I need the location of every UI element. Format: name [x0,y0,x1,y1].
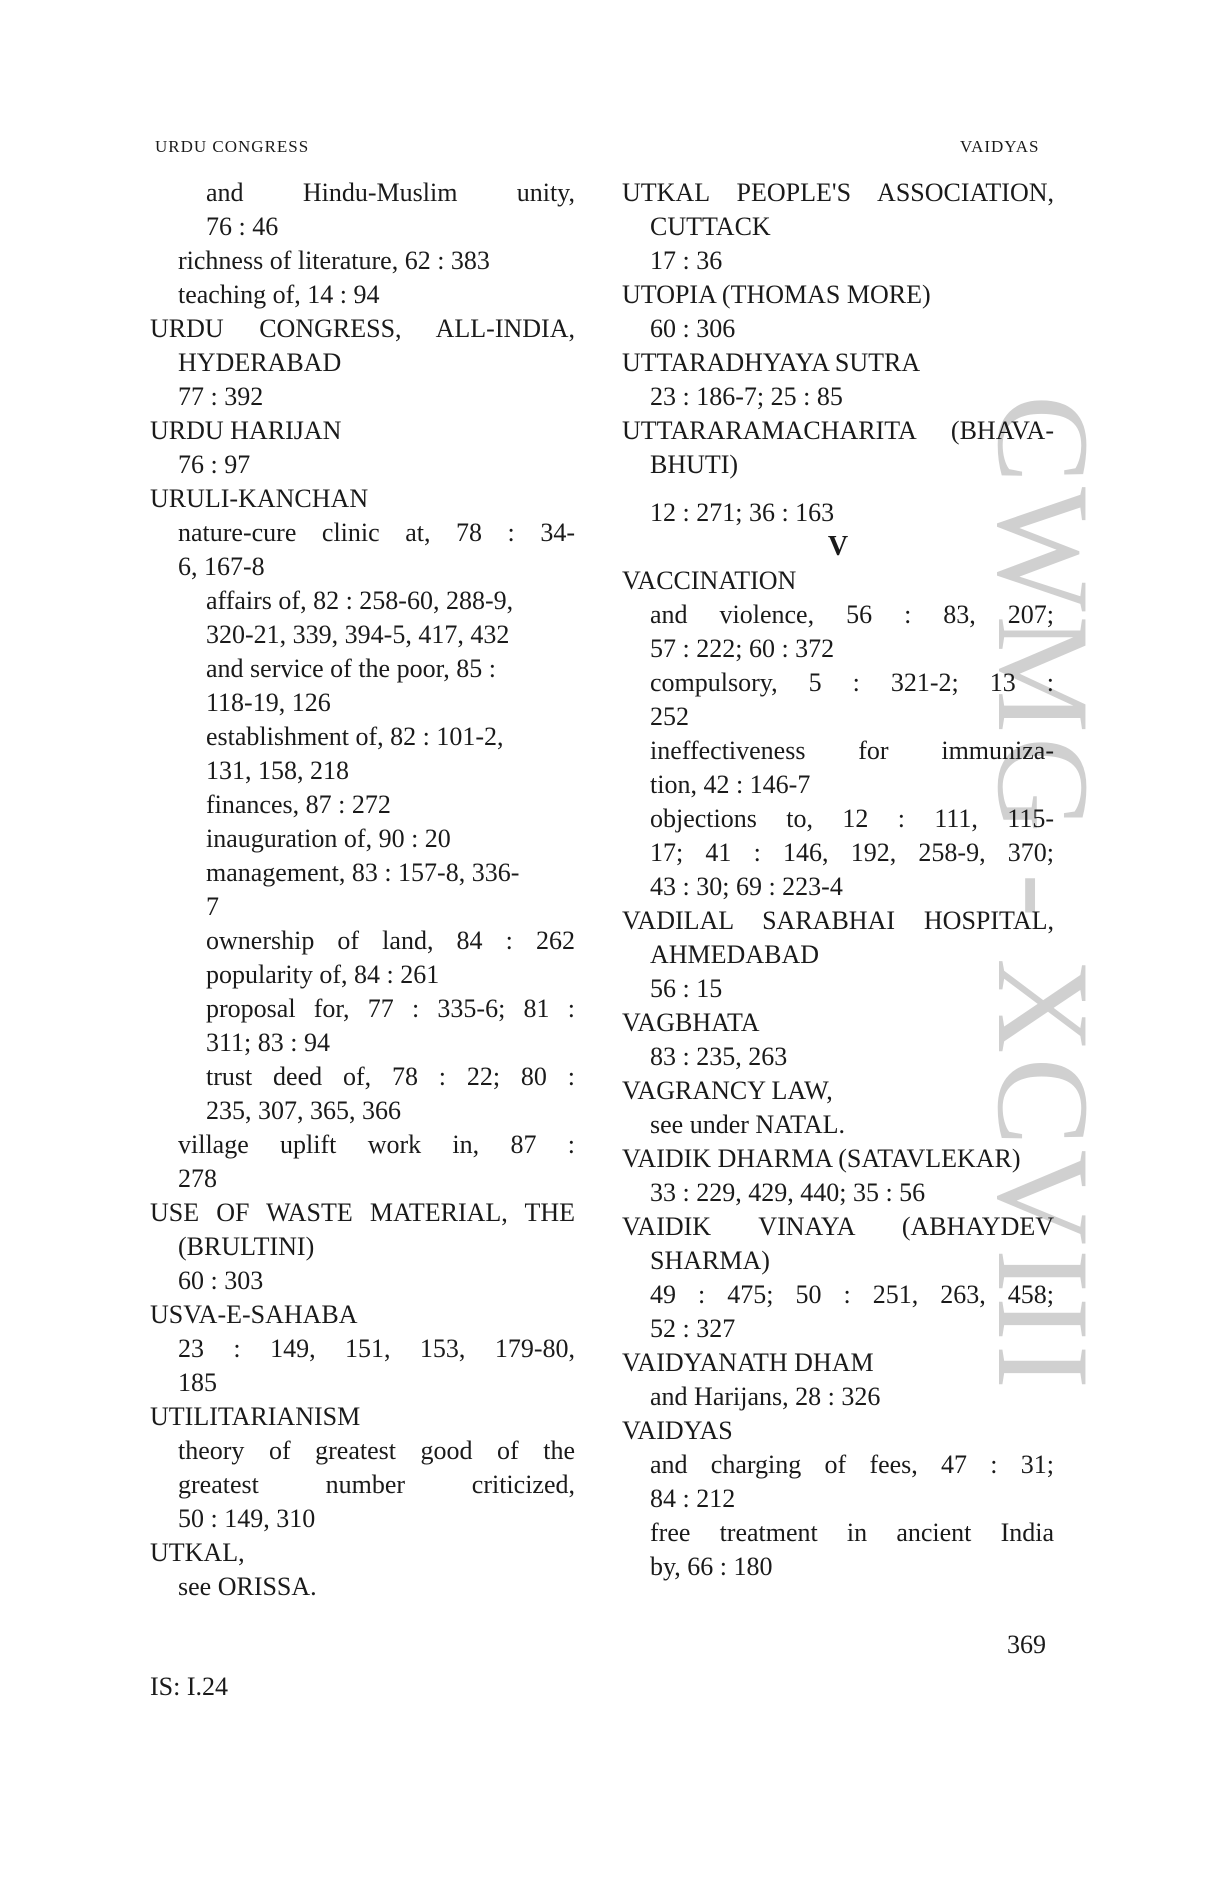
index-entry-line: SHARMA) [650,1246,770,1275]
index-entry-line: VACCINATION [622,566,797,595]
index-entry-line: management, 83 : 157-8, 336- [206,858,520,887]
index-entry-line: and Harijans, 28 : 326 [650,1382,881,1411]
index-entry-line: VAIDIK VINAYA (ABHAYDEV [622,1212,1054,1241]
index-entry-line: teaching of, 14 : 94 [178,280,380,309]
index-entry-line: UTOPIA (THOMAS MORE) [622,280,931,309]
index-entry-line: UTKAL PEOPLE'S ASSOCIATION, [622,178,1054,207]
index-entry-line: 320-21, 339, 394-5, 417, 432 [206,620,510,649]
index-entry-line: 17 : 36 [650,246,723,275]
index-entry-line: CUTTACK [650,212,771,241]
index-entry-line: UTKAL, [150,1538,245,1567]
index-entry-line: objections to, 12 : 111, 115- [650,804,1054,833]
index-entry-line: VADILAL SARABHAI HOSPITAL, [622,906,1054,935]
index-entry-line: popularity of, 84 : 261 [206,960,440,989]
index-entry-line: 77 : 392 [178,382,264,411]
index-entry-line: 33 : 229, 429, 440; 35 : 56 [650,1178,926,1207]
index-entry-line: inauguration of, 90 : 20 [206,824,451,853]
index-entry-line: ineffectiveness for immuniza- [650,736,1054,765]
index-entry-line: 252 [650,702,689,731]
running-head-left: URDU CONGRESS [155,137,310,156]
index-entry-line: establishment of, 82 : 101-2, [206,722,504,751]
index-entry-line: 52 : 327 [650,1314,736,1343]
index-entry-line: 23 : 186-7; 25 : 85 [650,382,843,411]
index-entry-line: VAGBHATA [622,1008,760,1037]
index-entry-line: 6, 167-8 [178,552,265,581]
index-entry-line: URDU CONGRESS, ALL-INDIA, [150,314,575,343]
index-entry-line: nature-cure clinic at, 78 : 34- [178,518,575,547]
index-entry-line: 60 : 306 [650,314,736,343]
index-entry-line: and service of the poor, 85 : [206,654,496,683]
index-entry-line: 76 : 46 [206,212,279,241]
index-entry-line: VAIDYANATH DHAM [622,1348,874,1377]
index-entry-line: proposal for, 77 : 335-6; 81 : [206,994,575,1023]
index-entry-line: 49 : 475; 50 : 251, 263, 458; [650,1280,1054,1309]
index-entry-line: 235, 307, 365, 366 [206,1096,401,1125]
index-entry-line: VAGRANCY LAW, [622,1076,833,1105]
index-entry-line: 311; 83 : 94 [206,1028,330,1057]
index-entry-line: 50 : 149, 310 [178,1504,316,1533]
signature-mark: IS: I.24 [150,1672,228,1701]
index-entry-line: URDU HARIJAN [150,416,342,445]
index-entry-line: UTTARADHYAYA SUTRA [622,348,921,377]
index-entry-line: AHMEDABAD [650,940,819,969]
section-letter: V [827,531,849,562]
index-entry-line: by, 66 : 180 [650,1552,773,1581]
index-entry-line: 43 : 30; 69 : 223-4 [650,872,843,901]
index-entry-line: 57 : 222; 60 : 372 [650,634,835,663]
index-entry-line: tion, 42 : 146-7 [650,770,811,799]
index-entry-line: HYDERABAD [178,348,342,377]
index-entry-line: UTTARARAMACHARITA (BHAVA- [622,416,1054,445]
index-entry-line: (BRULTINI) [178,1232,315,1261]
index-entry-line: trust deed of, 78 : 22; 80 : [206,1062,575,1091]
index-entry-line: 131, 158, 218 [206,756,349,785]
index-entry-line: greatest number criticized, [178,1470,575,1499]
index-entry-line: 278 [178,1164,217,1193]
index-entry-line: VAIDIK DHARMA (SATAVLEKAR) [622,1144,1021,1173]
index-entry-line: VAIDYAS [622,1416,733,1445]
index-column-right [622,176,1054,1584]
index-entry-line: USE OF WASTE MATERIAL, THE [150,1198,575,1227]
index-entry-line: BHUTI) [650,450,739,479]
index-entry-line: 185 [178,1368,217,1397]
index-entry-line: free treatment in ancient India [650,1518,1054,1547]
index-entry-line: see under NATAL. [650,1110,846,1139]
index-entry-line: richness of literature, 62 : 383 [178,246,490,275]
index-entry-line: UTILITARIANISM [150,1402,361,1431]
index-entry-line: 23 : 149, 151, 153, 179-80, [178,1334,575,1363]
index-entry-line: 12 : 271; 36 : 163 [650,498,835,527]
index-entry-line: 17; 41 : 146, 192, 258-9, 370; [650,838,1054,867]
running-head-right: VAIDYAS [960,137,1040,156]
page-number: 369 [1007,1630,1046,1659]
index-entry-line: URULI-KANCHAN [150,484,369,513]
index-entry-line: USVA-E-SAHABA [150,1300,358,1329]
index-entry-line: theory of greatest good of the [178,1436,575,1465]
index-entry-line: and violence, 56 : 83, 207; [650,600,1054,629]
index-entry-line: and Hindu-Muslim unity, [206,178,575,207]
index-entry-line: ownership of land, 84 : 262 [206,926,575,955]
index-entry-line: and charging of fees, 47 : 31; [650,1450,1054,1479]
index-entry-line: affairs of, 82 : 258-60, 288-9, [206,586,514,615]
watermark-text: CWMG - XCVIII [970,395,1117,1393]
index-entry-line: 60 : 303 [178,1266,264,1295]
index-entry-line: see ORISSA. [178,1572,317,1601]
index-entry-line: finances, 87 : 272 [206,790,391,819]
index-entry-line: compulsory, 5 : 321-2; 13 : [650,668,1054,697]
index-entry-line: village uplift work in, 87 : [178,1130,575,1159]
index-entry-line: 56 : 15 [650,974,723,1003]
index-entry-line: 84 : 212 [650,1484,736,1513]
index-entry-line: 118-19, 126 [206,688,331,717]
index-column-left [150,176,575,1604]
index-entry-line: 76 : 97 [178,450,251,479]
index-entry-line: 83 : 235, 263 [650,1042,788,1071]
index-entry-line: 7 [206,892,219,921]
